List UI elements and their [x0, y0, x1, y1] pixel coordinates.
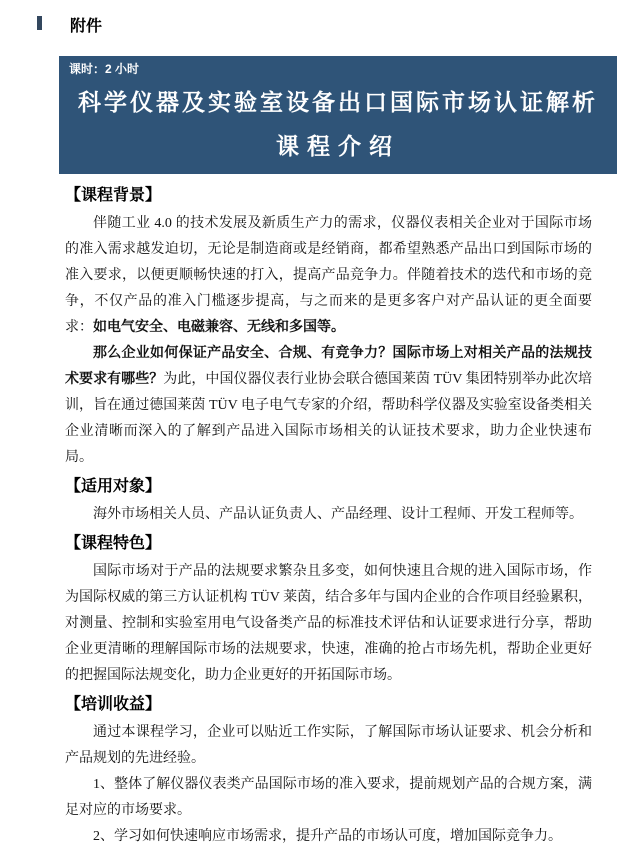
attachment-label: 附件 — [70, 18, 103, 35]
page-edge-artifact — [37, 16, 42, 30]
section-heading-course-background: 【课程背景】 — [65, 187, 162, 204]
text-run: 国际市场对于产品的法规要求繁杂且多变，如何快速且合规的进入国际市场，作为国际权威的第三方认证机构 TÜV 莱茵，结合多年与国内企业的合作项目经验累积，对测量、控制和实验室用电气设备类产品的标准技术评估和认证要求进行分享，帮助企业更清晰的理解国际市场的法规要求，快速，准确的抢占市场先机，帮助企业更好的把握国际法规变化，助力企业更好的开拓国际市场。 — [65, 564, 592, 683]
text-run-bold: 那么企业如何保证产品安全、合规、有竞争力？国际市场上对相关产品的法规技术要求有哪些？ — [65, 346, 592, 387]
paragraph-background-2 — [65, 341, 592, 471]
text-run-bold: 如电气安全、电磁兼容、无线和多国等。 — [93, 320, 345, 335]
paragraph-benefits-intro — [65, 720, 592, 772]
text-run: 为此，中国仪器仪表行业协会联合德国莱茵 TÜV 集团特别举办此次培训，旨在通过德国莱茵 TÜV 电子电气专家的介绍，帮助科学仪器及实验室设备类相关企业清晰而深入的了解到产品进入国际市场相关的认证技术要求，助力企业快速布局。 — [65, 372, 592, 465]
section-heading-course-features: 【课程特色】 — [65, 535, 162, 552]
text-run: 通过本课程学习，企业可以贴近工作实际，了解国际市场认证要求、机会分析和产品规划的先进经验。 — [65, 725, 592, 766]
section-heading-target-audience: 【适用对象】 — [65, 478, 162, 495]
text-run: 海外市场相关人员、产品认证负责人、产品经理、设计工程师、开发工程师等。 — [93, 507, 583, 522]
course-title: 科学仪器及实验室设备出口国际市场认证解析 — [78, 89, 598, 115]
paragraph-background-1 — [65, 211, 592, 341]
paragraph-benefit-item-1 — [65, 772, 592, 824]
document-body — [65, 182, 592, 850]
text-run: 2、学习如何快速响应市场需求，提升产品的市场认可度，增加国际竞争力。 — [93, 829, 562, 844]
text-run: 伴随工业 4.0 的技术发展及新质生产力的需求，仪器仪表相关企业对于国际市场的准入需求越发迫切，无论是制造商或是经销商，都希望熟悉产品出口到国际市场的准入要求，以便更顺畅快速的打入，提高产品竞争力。伴随着技术的迭代和市场的竞争，不仅产品的准入门槛逐步提高，与之而来的是更多客户对产品认证的更全面要求： — [65, 216, 592, 335]
text-run: 1、整体了解仪器仪表类产品国际市场的准入要求，提前规划产品的合规方案，满足对应的市场要求。 — [65, 777, 592, 818]
paragraph-audience — [65, 502, 592, 528]
course-header-banner — [59, 56, 617, 174]
paragraph-features — [65, 559, 592, 689]
section-heading-training-benefits: 【培训收益】 — [65, 696, 162, 713]
course-subtitle: 课程介绍 — [276, 133, 400, 159]
paragraph-benefit-item-2 — [65, 824, 592, 850]
course-duration-label: 课时：2 小时 — [69, 62, 140, 76]
document-page — [0, 16, 625, 850]
